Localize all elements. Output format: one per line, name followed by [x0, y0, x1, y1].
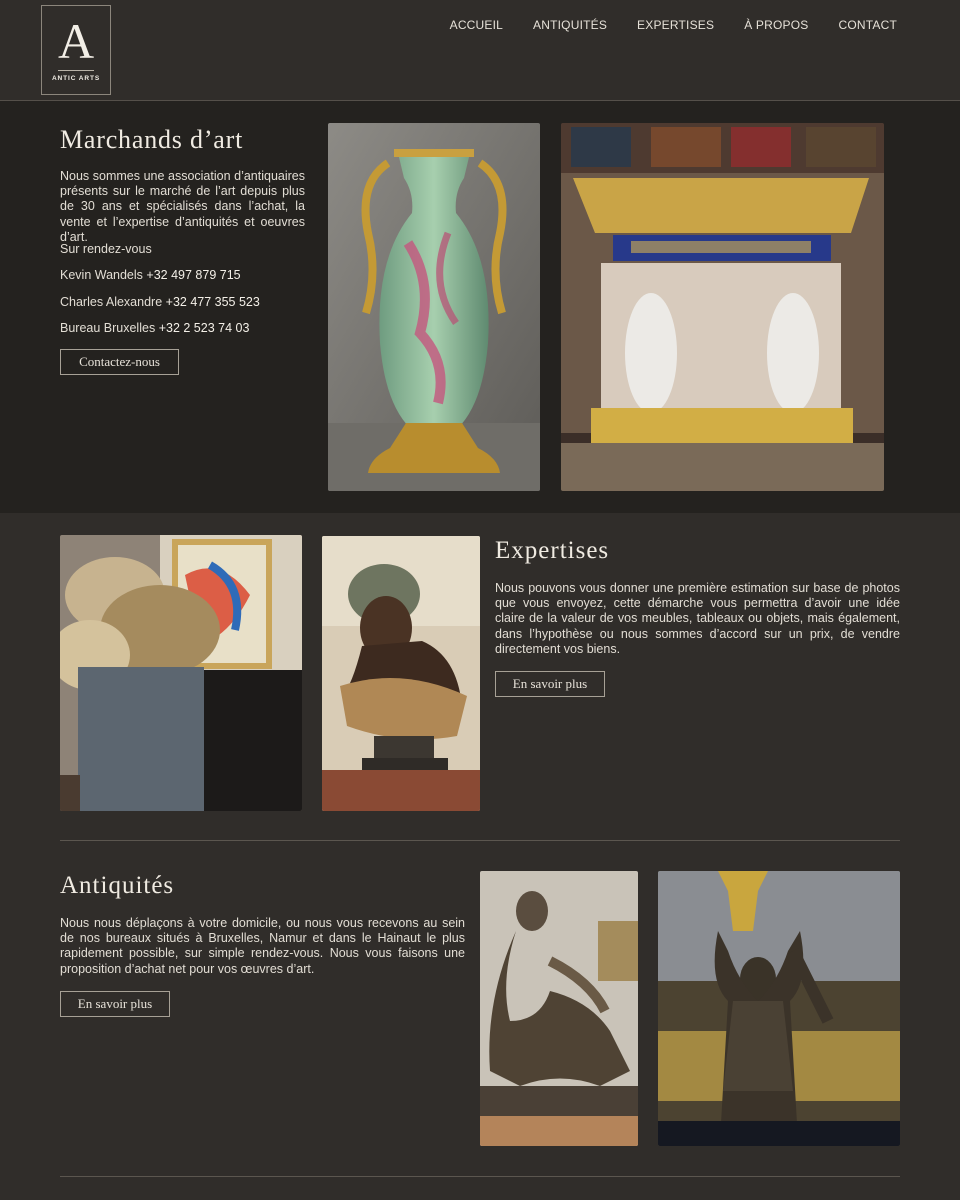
contact-phone[interactable]: +32 2 523 74 03: [158, 321, 250, 335]
seated-figure-photo: [480, 871, 638, 1146]
logo-name: ANTIC ARTS: [51, 75, 101, 82]
hero-description: Nous sommes une association d’antiquaires présents sur le marché de l’art depuis plus de 30 ans et spécialisés dans l’achat, la vente et l’expertise d’antiquités et oeuvres d’art.: [60, 169, 305, 244]
antiquites-more-button[interactable]: En savoir plus: [60, 991, 170, 1017]
contact-line-1: [60, 268, 241, 282]
vase-photo: [328, 123, 540, 491]
contact-phone[interactable]: +32 477 355 523: [165, 295, 260, 309]
contact-line-3: [60, 321, 249, 335]
hero-title: Marchands d’art: [60, 125, 244, 154]
nav-item-a-propos[interactable]: À PROPOS: [744, 18, 809, 32]
contact-button[interactable]: Contactez-nous: [60, 349, 179, 375]
contact-phone[interactable]: +32 497 879 715: [146, 268, 241, 282]
logo-letter: A: [57, 13, 95, 69]
nav-item-contact[interactable]: CONTACT: [838, 18, 897, 32]
antiquites-description: Nous nous déplaçons à votre domicile, ou nous vous recevons au sein de nos bureaux situés à Bruxelles, Namur et dans le Hainaut le plus rapidement possible, sur simple rendez-vous. Nous vous faisons une proposition d’achat net pour vos œuvres d’art.: [60, 916, 465, 976]
contact-name: Kevin Wandels: [60, 268, 143, 282]
centerpiece-photo: [561, 123, 884, 491]
site-header: [0, 0, 960, 101]
hero-section: [0, 101, 960, 513]
expertises-title: Expertises: [495, 537, 610, 564]
expertises-description: Nous pouvons vous donner une première estimation sur base de photos que vous envoyez, cette démarche vous permettra d’avoir une idée claire de la valeur de vos meubles, tableaux ou objets, mais également, dans l’hypothèse ou nous sommes d’accord sur un prix, de vendre directement vos biens.: [495, 581, 900, 656]
nav-item-accueil[interactable]: ACCUEIL: [449, 18, 504, 32]
contact-name: Bureau Bruxelles: [60, 321, 156, 335]
logo-divider: [58, 70, 94, 71]
bronze-figure-photo: [658, 871, 900, 1146]
bust-photo: [322, 536, 480, 811]
contact-line-2: [60, 295, 260, 309]
section-divider: [60, 840, 900, 841]
expertises-more-button[interactable]: En savoir plus: [495, 671, 605, 697]
appointment-note: Sur rendez-vous: [60, 242, 152, 256]
main-nav: [420, 18, 897, 32]
logo[interactable]: [41, 5, 111, 95]
section-divider-bottom: [60, 1176, 900, 1177]
contact-name: Charles Alexandre: [60, 295, 163, 309]
antiquites-title: Antiquités: [60, 872, 175, 899]
nav-item-expertises[interactable]: EXPERTISES: [637, 18, 715, 32]
nav-item-antiquites[interactable]: ANTIQUITÉS: [533, 18, 608, 32]
sculpture-office-photo: [60, 535, 302, 811]
